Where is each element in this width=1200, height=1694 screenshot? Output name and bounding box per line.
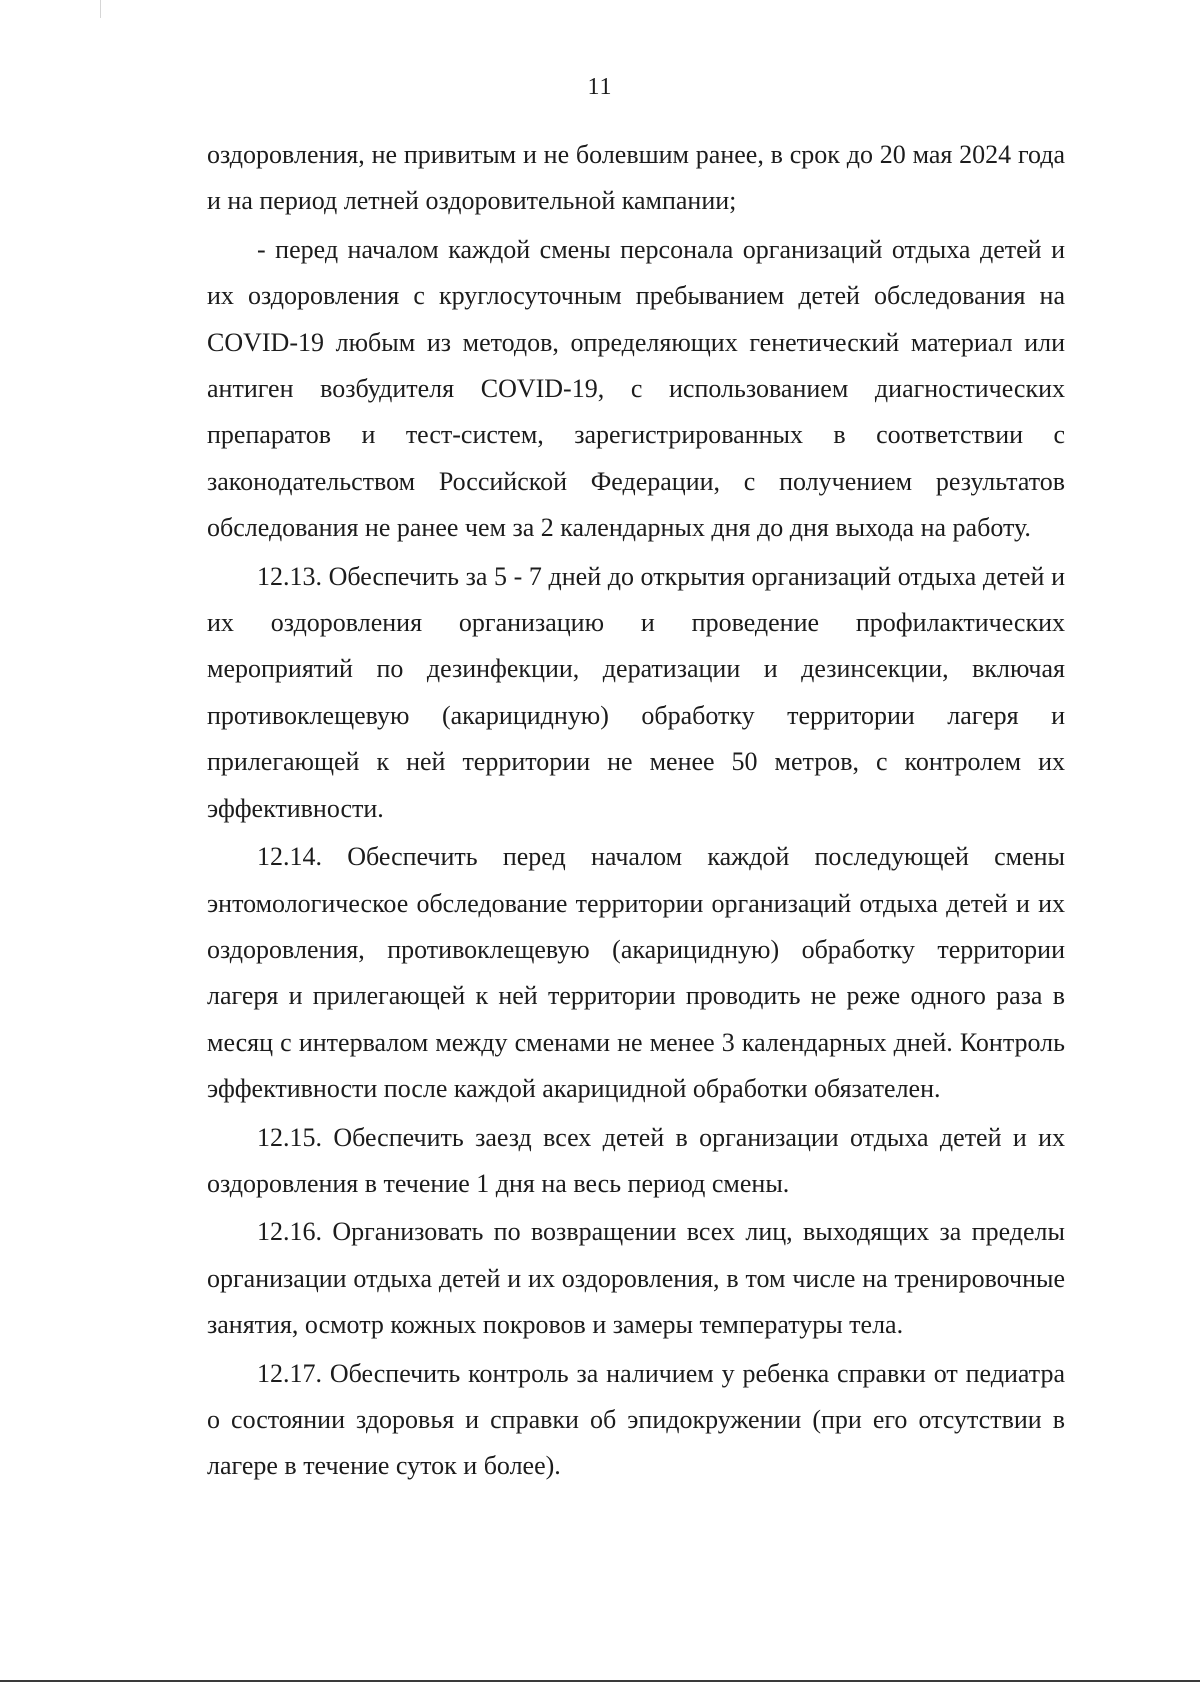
- paragraph-12-14: 12.14. Обеспечить перед началом каждой последующей смены энтомологическое обследование территории организаций отдыха детей и их оздоровления, противоклещевую (акарицидную) обработку территории лагеря и прилегающей к ней территории проводить не реже одного раза в месяц с интервалом между сменами не менее 3 календарных дней. Контроль эффективности после каждой акарицидной обработки обязателен.: [207, 842, 1065, 1104]
- scan-bottom-edge: [0, 1680, 1200, 1682]
- paragraph-covid-testing: - перед началом каждой смены персонала организаций отдыха детей и их оздоровления с круглосуточным пребыванием детей обследования на COVID-19 любым из методов, определяющих генетический материал или антиген возбудителя COVID-19, с использованием диагностических препаратов и тест-систем, зарегистрированных в соответствии с законодательством Российской Федерации, с получением результатов обследования не ранее чем за 2 календарных дня до дня выхода на работу.: [207, 234, 1065, 543]
- document-body: [207, 132, 1065, 1490]
- scan-edge-mark: [100, 0, 101, 18]
- paragraph-12-13: 12.13. Обеспечить за 5 - 7 дней до открытия организаций отдыха детей и их оздоровления организацию и проведение профилактических мероприятий по дезинфекции, дератизации и дезинсекции, включая противоклещевую (акарицидную) обработку территории лагеря и прилегающей к ней территории не менее 50 метров, с контролем их эффективности.: [207, 561, 1065, 823]
- paragraph-12-17: 12.17. Обеспечить контроль за наличием у ребенка справки от педиатра о состоянии здоровья и справки об эпидокружении (при его отсутствии в лагере в течение суток и более).: [207, 1358, 1065, 1481]
- paragraph-12-16: 12.16. Организовать по возвращении всех лиц, выходящих за пределы организации отдыха детей и их оздоровления, в том числе на тренировочные занятия, осмотр кожных покровов и замеры температуры тела.: [207, 1217, 1065, 1340]
- paragraph-12-15: 12.15. Обеспечить заезд всех детей в организации отдыха детей и их оздоровления в течение 1 дня на весь период смены.: [207, 1122, 1065, 1198]
- paragraph-continuation: оздоровления, не привитым и не болевшим ранее, в срок до 20 мая 2024 года и на период летней оздоровительной кампании;: [207, 140, 1065, 216]
- page-number: 11: [587, 74, 613, 100]
